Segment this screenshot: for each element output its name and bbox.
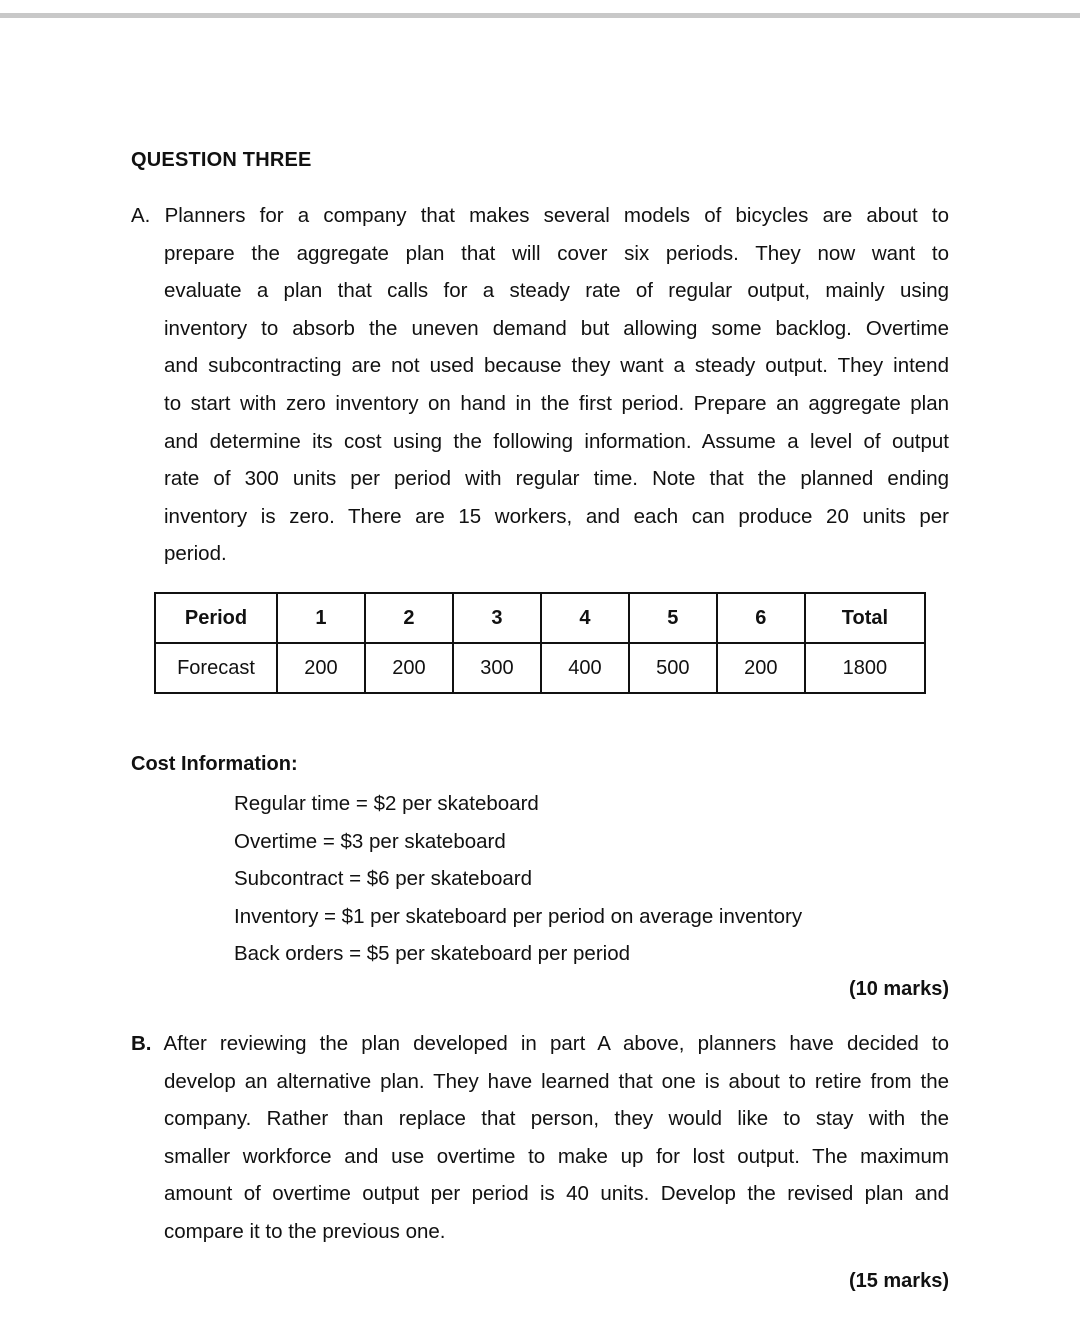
part-b-line: develop an alternative plan. They have learned that one is about to retire from the (164, 1069, 949, 1093)
part-b-line: amount of overtime output per period is 40 units. Develop the revised plan and (164, 1182, 949, 1206)
table-row (155, 643, 925, 693)
table-cell: 300 (453, 643, 541, 693)
table-row-label: Forecast (155, 643, 277, 693)
table-header-cell: 1 (277, 593, 365, 643)
table-header-cell: 2 (365, 593, 453, 643)
part-a-line: prepare the aggregate plan that will cover six periods. They now want to (164, 241, 949, 265)
table-cell: 200 (717, 643, 805, 693)
part-a-line: rate of 300 units per period with regular time. Note that the planned ending (164, 467, 949, 491)
table-header-cell: 5 (629, 593, 717, 643)
part-a-line: period. (164, 542, 227, 566)
forecast-table (154, 592, 926, 694)
table-header-cell: 4 (541, 593, 629, 643)
table-header-cell: 6 (717, 593, 805, 643)
part-b-line: B. After reviewing the plan developed in part A above, planners have decided to (131, 1032, 949, 1055)
table-header-cell: Total (805, 593, 925, 643)
table-cell: 400 (541, 643, 629, 693)
top-divider (0, 13, 1080, 18)
part-a-marks: (10 marks) (848, 978, 949, 1000)
table-header-cell: Period (155, 593, 277, 643)
part-a-line: evaluate a plan that calls for a steady rate of regular output, mainly using (164, 279, 949, 303)
table-header-row (155, 593, 925, 643)
table-header-cell: 3 (453, 593, 541, 643)
part-a-line: inventory to absorb the uneven demand but allowing some backlog. Overtime (164, 316, 949, 340)
cost-item: Back orders = $5 per skateboard per period (234, 942, 630, 966)
part-a-line: to start with zero inventory on hand in the first period. Prepare an aggregate plan (164, 391, 949, 415)
part-a-line: inventory is zero. There are 15 workers, and each can produce 20 units per (164, 504, 949, 528)
part-b-marker: B. (131, 1032, 152, 1055)
table-cell: 200 (365, 643, 453, 693)
part-b-paragraph (131, 1025, 949, 1251)
part-b-line: smaller workforce and use overtime to make up for lost output. The maximum (164, 1144, 949, 1168)
part-a-line: and determine its cost using the following information. Assume a level of output (164, 429, 949, 453)
cost-item: Inventory = $1 per skateboard per period on average inventory (234, 904, 803, 928)
part-a-line: A. Planners for a company that makes several models of bicycles are about to (131, 204, 949, 227)
cost-item: Overtime = $3 per skateboard (234, 829, 506, 853)
table-cell: 1800 (805, 643, 925, 693)
table-cell: 500 (629, 643, 717, 693)
part-a-marker: A. (131, 204, 151, 227)
cost-item: Subcontract = $6 per skateboard (234, 867, 533, 891)
cost-information-list (234, 785, 802, 973)
part-b-marks: (15 marks) (848, 1270, 949, 1292)
part-b-line: company. Rather than replace that person, they would like to stay with the (164, 1107, 949, 1131)
cost-item: Regular time = $2 per skateboard (234, 792, 539, 815)
question-heading: QUESTION THREE (131, 149, 312, 171)
cost-information-title: Cost Information: (131, 753, 298, 775)
table-cell: 200 (277, 643, 365, 693)
part-a-line: and subcontracting are not used because they want a steady output. They intend (164, 354, 949, 378)
part-a-paragraph (131, 197, 949, 573)
part-b-line: compare it to the previous one. (164, 1219, 446, 1243)
